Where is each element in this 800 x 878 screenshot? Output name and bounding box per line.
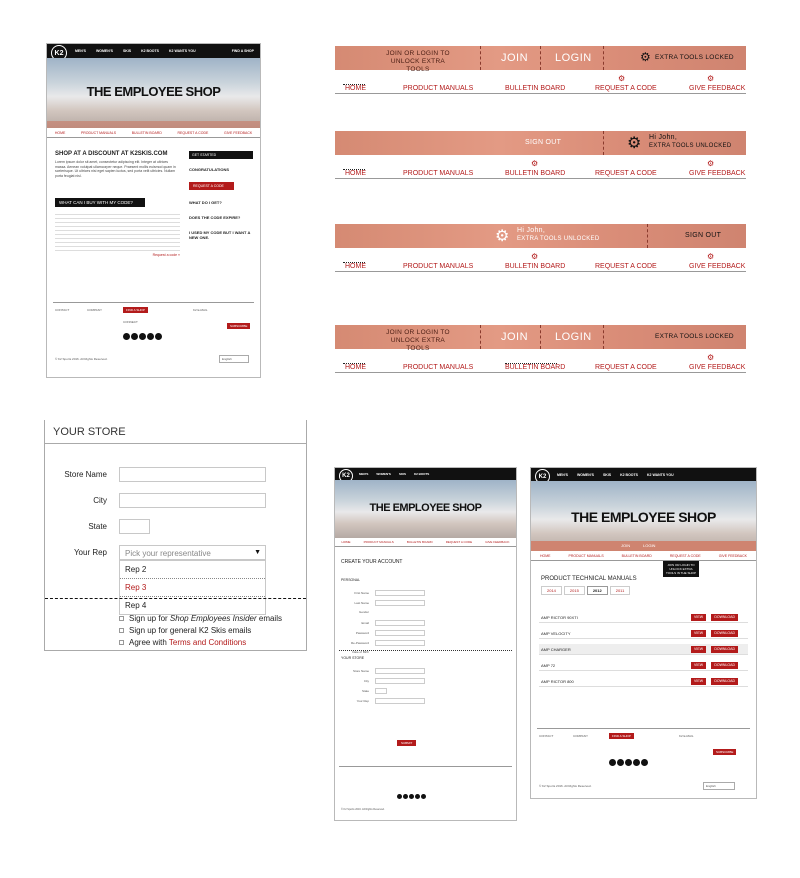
tab-year[interactable]: 2014 bbox=[541, 586, 562, 595]
top-navigation bbox=[531, 468, 756, 481]
form-row[interactable] bbox=[341, 600, 511, 610]
nav-mens[interactable]: MEN'S bbox=[557, 472, 568, 477]
check3-pre: Agree with bbox=[129, 638, 169, 647]
shop-homepage-mockup bbox=[46, 43, 261, 378]
product-name: AMP 72 bbox=[541, 663, 556, 668]
year-tabs bbox=[541, 586, 630, 595]
check1-post: emails bbox=[256, 614, 282, 623]
submit-button[interactable]: SUBMIT bbox=[397, 740, 416, 746]
input-field[interactable] bbox=[375, 600, 425, 606]
youtube-icon[interactable] bbox=[147, 333, 154, 340]
facebook-icon[interactable] bbox=[123, 333, 130, 340]
field-label: Gender bbox=[358, 610, 369, 614]
account-title: CREATE YOUR ACCOUNT bbox=[341, 559, 403, 565]
gear-icon: ⚙ bbox=[707, 252, 715, 261]
login-bar-locked-2 bbox=[335, 325, 746, 352]
login-button[interactable]: LOGIN bbox=[643, 543, 656, 548]
vimeo-icon[interactable] bbox=[155, 333, 162, 340]
check2-label: Sign up for general K2 Skis emails bbox=[129, 626, 252, 635]
nav-request-code[interactable]: REQUEST A CODE bbox=[595, 364, 657, 371]
subnav-feedback[interactable]: GIVE FEEDBACK bbox=[485, 540, 510, 544]
instagram-icon[interactable] bbox=[409, 794, 414, 799]
rep-label: Your Rep bbox=[73, 548, 107, 557]
hero-title: THE EMPLOYEE SHOP bbox=[369, 502, 482, 514]
nav-mens[interactable]: MEN'S bbox=[359, 472, 369, 476]
subnav-home[interactable]: HOME bbox=[54, 130, 66, 135]
nav-bulletin-board[interactable]: BULLETIN BOARD bbox=[505, 364, 566, 371]
discount-heading: SHOP AT A DISCOUNT AT K2SKIS.COM bbox=[55, 151, 168, 157]
nav-product-manuals[interactable]: PRODUCT MANUALS bbox=[403, 263, 474, 270]
login-bar-unlocked-signout-left bbox=[335, 131, 746, 155]
copyright-text: © K2 Sports 2016. All Rights Reserved. bbox=[341, 808, 385, 811]
tab-year[interactable]: 2015 bbox=[564, 586, 585, 595]
rep-option[interactable]: Rep 4 bbox=[125, 601, 147, 610]
get-started-bar bbox=[189, 151, 253, 159]
nav-wants-you[interactable]: K2 WANTS YOU bbox=[647, 472, 674, 477]
nav-home[interactable]: HOME bbox=[345, 170, 366, 177]
subnav-feedback[interactable]: GIVE FEEDBACK bbox=[223, 130, 253, 135]
nav-womens[interactable]: WOMEN'S bbox=[376, 472, 391, 476]
store-title: YOUR STORE bbox=[53, 426, 126, 438]
hero-title: THE EMPLOYEE SHOP bbox=[86, 84, 221, 99]
twitter-icon[interactable] bbox=[617, 759, 624, 766]
gear-icon: ⚙ bbox=[640, 50, 651, 64]
copyright-text: © K2 Sports 2016. All Rights Reserved. bbox=[539, 784, 592, 788]
nav-give-feedback[interactable]: GIVE FEEDBACK bbox=[689, 364, 746, 371]
field-label: Re-Password bbox=[350, 640, 369, 645]
email-heading: K2 E-MAIL bbox=[193, 308, 208, 312]
rep-options bbox=[119, 560, 266, 615]
store-fields bbox=[341, 668, 511, 708]
gear-icon: ⚙ bbox=[531, 252, 539, 261]
sign-out-button[interactable]: SIGN OUT bbox=[685, 232, 722, 239]
tools-status: EXTRA TOOLS UNLOCKED bbox=[517, 235, 600, 242]
what-can-buy-label: WHAT CAN I BUY WITH MY CODE? bbox=[59, 200, 133, 206]
subnav-manuals[interactable]: PRODUCT MANUALS bbox=[568, 553, 604, 558]
nav-give-feedback[interactable]: GIVE FEEDBACK bbox=[689, 170, 746, 177]
footer-contact: CONTACT bbox=[539, 734, 554, 738]
download-button[interactable]: DOWNLOAD bbox=[711, 614, 738, 621]
subnav-home[interactable]: HOME bbox=[341, 540, 351, 544]
product-row bbox=[539, 644, 748, 655]
hero-banner bbox=[531, 481, 756, 551]
subscribe-button[interactable]: SUBSCRIBE bbox=[713, 749, 736, 755]
product-row bbox=[539, 676, 748, 687]
join-button[interactable]: JOIN bbox=[501, 331, 529, 343]
checkbox[interactable] bbox=[119, 616, 124, 621]
check1-pre: Sign up for bbox=[129, 614, 170, 623]
gear-icon: ⚙ bbox=[627, 135, 642, 152]
form-row[interactable] bbox=[341, 610, 511, 620]
form-row[interactable] bbox=[341, 620, 511, 630]
nav-request-code[interactable]: REQUEST A CODE bbox=[595, 85, 657, 92]
view-button[interactable]: VIEW bbox=[691, 630, 706, 637]
nav-boots[interactable]: K2 BOOTS bbox=[413, 472, 430, 476]
join-button[interactable]: JOIN bbox=[501, 52, 529, 64]
greeting bbox=[517, 227, 607, 242]
k2-logo[interactable]: K2 bbox=[535, 469, 550, 484]
field-label: Email bbox=[361, 620, 369, 625]
subnav-home[interactable]: HOME bbox=[540, 553, 551, 558]
vimeo-icon[interactable] bbox=[421, 794, 426, 799]
checkbox[interactable] bbox=[119, 628, 124, 633]
join-tagline bbox=[383, 329, 453, 352]
product-row bbox=[539, 628, 748, 639]
state-field[interactable] bbox=[119, 519, 150, 534]
rep-select[interactable] bbox=[375, 698, 425, 704]
nav-wants-you[interactable]: K2 WANTS YOU bbox=[169, 49, 196, 53]
terms-checkbox-row[interactable] bbox=[119, 638, 246, 647]
subnav-bulletin[interactable]: BULLETIN BOARD bbox=[621, 553, 652, 558]
nav-mens[interactable]: MEN'S bbox=[75, 49, 86, 53]
store-section: YOUR STORE bbox=[341, 656, 365, 660]
subnav-request[interactable]: REQUEST A CODE bbox=[445, 540, 473, 544]
sub-navigation bbox=[47, 128, 260, 138]
greeting bbox=[649, 134, 739, 149]
form-row[interactable] bbox=[341, 668, 511, 678]
form-row[interactable] bbox=[341, 650, 511, 660]
youtube-icon[interactable] bbox=[415, 794, 420, 799]
field-label: Password bbox=[355, 630, 369, 635]
language-select[interactable]: English bbox=[219, 355, 249, 363]
what-can-buy-heading bbox=[55, 198, 145, 207]
download-button[interactable]: DOWNLOAD bbox=[711, 646, 738, 653]
field-label: Your Rep bbox=[356, 698, 369, 703]
terms-link[interactable]: Terms and Conditions bbox=[168, 638, 247, 647]
find-a-shop-button[interactable]: FIND A SHOP bbox=[609, 733, 634, 739]
tab-year-active[interactable]: 2012 bbox=[587, 586, 608, 595]
field-label: Store Name bbox=[352, 668, 369, 673]
product-row bbox=[539, 660, 748, 671]
product-row bbox=[539, 612, 748, 623]
rep-option-selected[interactable]: Rep 3 bbox=[120, 579, 265, 597]
gear-icon: ⚙ bbox=[707, 353, 715, 362]
login-button[interactable]: LOGIN bbox=[555, 331, 592, 343]
manuals-title: PRODUCT TECHNICAL MANUALS bbox=[541, 576, 637, 582]
view-button[interactable]: VIEW bbox=[691, 614, 706, 621]
hero-banner bbox=[335, 480, 516, 538]
get-started-label: GET STARTED bbox=[192, 153, 217, 157]
view-button[interactable]: VIEW bbox=[691, 646, 706, 653]
instagram-icon[interactable] bbox=[625, 759, 632, 766]
sub-navigation bbox=[531, 551, 756, 561]
nav-row-2 bbox=[335, 159, 746, 179]
join-tagline-text: JOIN OR LOGIN TO UNLOCK EXTRA TOOLS bbox=[386, 50, 450, 73]
language-select[interactable]: English bbox=[703, 782, 735, 790]
input-field[interactable] bbox=[375, 630, 425, 636]
field-label: City bbox=[363, 678, 369, 683]
form-row[interactable] bbox=[341, 678, 511, 688]
product-name: AMP VELOCITY bbox=[541, 631, 571, 636]
product-name: AMP RICTOR 800 bbox=[541, 679, 574, 684]
youtube-icon[interactable] bbox=[633, 759, 640, 766]
locked-tooltip: JOIN OR LOGIN TO UNLOCK EXTRA TOOLS IN THE SHOP bbox=[663, 561, 699, 577]
nav-home[interactable]: HOME bbox=[345, 263, 366, 270]
checkbox[interactable] bbox=[119, 640, 124, 645]
greeting-name: Hi John, bbox=[649, 134, 678, 141]
input-field[interactable] bbox=[375, 688, 387, 694]
form-row[interactable] bbox=[341, 698, 511, 708]
download-button[interactable]: DOWNLOAD bbox=[711, 630, 738, 637]
gear-icon: ⚙ bbox=[495, 228, 510, 245]
hero-banner bbox=[47, 58, 260, 128]
subnav-manuals[interactable]: PRODUCT MANUALS bbox=[363, 540, 394, 544]
email-heading: K2 E-MAIL bbox=[679, 734, 694, 738]
facebook-icon[interactable] bbox=[397, 794, 402, 799]
form-row[interactable] bbox=[341, 640, 511, 650]
view-button[interactable]: VIEW bbox=[691, 662, 706, 669]
nav-bulletin-board[interactable]: BULLETIN BOARD bbox=[505, 85, 566, 92]
nav-skis[interactable]: SKIS bbox=[122, 49, 132, 53]
find-shop-link[interactable]: FIND A SHOP bbox=[231, 49, 254, 53]
product-name: AMP RICTOR 90XTI bbox=[541, 615, 578, 620]
nav-skis[interactable]: SKIS bbox=[602, 472, 612, 477]
nav-request-code[interactable]: REQUEST A CODE bbox=[595, 170, 657, 177]
rep-select[interactable] bbox=[119, 545, 266, 560]
twitter-icon[interactable] bbox=[403, 794, 408, 799]
subnav-request[interactable]: REQUEST A CODE bbox=[669, 553, 701, 558]
what-can-buy-text bbox=[55, 211, 180, 251]
nav-home[interactable]: HOME bbox=[345, 364, 366, 371]
tools-status: EXTRA TOOLS LOCKED bbox=[655, 54, 734, 61]
nav-boots[interactable]: K2 BOOTS bbox=[141, 49, 160, 53]
instagram-icon[interactable] bbox=[139, 333, 146, 340]
city-field[interactable] bbox=[119, 493, 266, 508]
k2-logo[interactable]: K2 bbox=[51, 45, 67, 61]
download-button[interactable]: DOWNLOAD bbox=[711, 678, 738, 685]
gear-icon: ⚙ bbox=[531, 159, 539, 168]
tools-status: EXTRA TOOLS UNLOCKED bbox=[649, 142, 732, 149]
field-label: Date of Birth bbox=[352, 650, 369, 654]
connect-label: CONNECT bbox=[123, 320, 138, 324]
input-field[interactable] bbox=[375, 620, 425, 626]
what-do-i-get-heading: WHAT DO I GET? bbox=[189, 200, 222, 205]
nav-womens[interactable]: WOMEN'S bbox=[95, 49, 113, 53]
input-field[interactable] bbox=[375, 678, 425, 684]
nav-product-manuals[interactable]: PRODUCT MANUALS bbox=[403, 364, 474, 371]
field-label: First Name bbox=[354, 590, 369, 595]
twitter-icon[interactable] bbox=[131, 333, 138, 340]
gear-icon: ⚙ bbox=[707, 159, 715, 168]
login-button[interactable]: LOGIN bbox=[555, 52, 592, 64]
vimeo-icon[interactable] bbox=[641, 759, 648, 766]
copyright-text: © K2 Sports 2016. All Rights Reserved. bbox=[55, 357, 108, 361]
field-label: State bbox=[361, 688, 369, 693]
subscribe-button[interactable]: SUBSCRIBE bbox=[227, 323, 250, 329]
code-expire-heading: DOES THE CODE EXPIRE? bbox=[189, 215, 241, 220]
store-name-field[interactable] bbox=[119, 467, 266, 482]
footer-company: COMPANY bbox=[87, 308, 102, 312]
insider-checkbox-row[interactable] bbox=[119, 614, 282, 623]
tab-year[interactable]: 2011 bbox=[610, 586, 631, 595]
your-store-form bbox=[44, 420, 307, 651]
k2-logo[interactable]: K2 bbox=[339, 469, 353, 483]
login-bar-unlocked-signout-right bbox=[335, 224, 746, 248]
login-bar-locked bbox=[335, 46, 746, 73]
check1-em: Shop Employees Insider bbox=[169, 614, 257, 623]
field-label: Last Name bbox=[354, 600, 369, 605]
nav-home[interactable]: HOME bbox=[345, 85, 366, 92]
tools-status: EXTRA TOOLS LOCKED bbox=[655, 333, 734, 340]
input-field[interactable] bbox=[375, 668, 425, 674]
join-tagline bbox=[383, 50, 453, 73]
gear-icon: ⚙ bbox=[618, 74, 626, 83]
form-row[interactable] bbox=[341, 590, 511, 600]
login-strip bbox=[531, 541, 756, 551]
personal-section: PERSONAL bbox=[341, 578, 361, 582]
nav-give-feedback[interactable]: GIVE FEEDBACK bbox=[689, 263, 746, 270]
nav-product-manuals[interactable]: PRODUCT MANUALS bbox=[403, 170, 474, 177]
subnav-request[interactable]: REQUEST A CODE bbox=[177, 130, 209, 135]
nav-bulletin-board[interactable]: BULLETIN BOARD bbox=[505, 170, 566, 177]
sub-navigation bbox=[335, 538, 516, 547]
top-navigation bbox=[47, 44, 260, 58]
subnav-bulletin[interactable]: BULLETIN BOARD bbox=[131, 130, 162, 135]
subnav-feedback[interactable]: GIVE FEEDBACK bbox=[718, 553, 747, 558]
nav-request-code[interactable]: REQUEST A CODE bbox=[595, 263, 657, 270]
facebook-icon[interactable] bbox=[609, 759, 616, 766]
view-button[interactable]: VIEW bbox=[691, 678, 706, 685]
form-row[interactable] bbox=[341, 688, 511, 698]
footer-company: COMPANY bbox=[573, 734, 588, 738]
input-field[interactable] bbox=[375, 590, 425, 596]
chevron-down-icon: ▼ bbox=[254, 549, 261, 556]
sign-out-button[interactable]: SIGN OUT bbox=[525, 139, 562, 146]
top-navigation bbox=[335, 468, 516, 480]
request-code-link[interactable]: Request a code » bbox=[152, 253, 180, 258]
social-icons bbox=[397, 786, 427, 804]
join-tagline-text: JOIN OR LOGIN TO UNLOCK EXTRA TOOLS bbox=[386, 329, 450, 352]
product-name: AMP CHARGER bbox=[541, 647, 571, 652]
nav-row-1 bbox=[335, 74, 746, 94]
general-checkbox-row[interactable] bbox=[119, 626, 251, 635]
nav-bulletin-board[interactable]: BULLETIN BOARD bbox=[505, 263, 566, 270]
subnav-manuals[interactable]: PRODUCT MANUALS bbox=[80, 130, 117, 135]
nav-give-feedback[interactable]: GIVE FEEDBACK bbox=[689, 85, 746, 92]
gear-icon: ⚙ bbox=[707, 74, 715, 83]
social-icons bbox=[123, 327, 163, 345]
state-label: State bbox=[88, 522, 107, 531]
nav-boots[interactable]: K2 BOOTS bbox=[620, 472, 639, 477]
footer-contact: CONTACT bbox=[55, 308, 70, 312]
form-row[interactable] bbox=[341, 630, 511, 640]
request-code-button[interactable]: REQUEST A CODE bbox=[189, 182, 234, 190]
product-manuals-mockup bbox=[530, 467, 757, 799]
greeting-name: Hi John, bbox=[517, 227, 546, 234]
nav-row-3 bbox=[335, 252, 746, 272]
rep-option[interactable]: Rep 2 bbox=[120, 561, 265, 579]
input-field[interactable] bbox=[375, 640, 425, 646]
intro-text: Lorem ipsum dolor sit amet, consectetur adipiscing elit. Integer at ultrices massa. Aenean volutpat ullamcorper neque. Praesent mollis euismod quam in scelerisque. Ut ultrices nisi eget sapien luctus, sed porta velit ultricies. Nullam porta feugiat nisl. bbox=[55, 160, 176, 178]
store-name-label: Store Name bbox=[64, 470, 107, 479]
congrats-heading: CONGRATULATIONS bbox=[189, 167, 230, 172]
city-label: City bbox=[93, 496, 107, 505]
nav-womens[interactable]: WOMEN'S bbox=[576, 472, 594, 477]
rep-placeholder: Pick your representative bbox=[125, 549, 211, 558]
find-a-shop-button[interactable]: FIND A SHOP bbox=[123, 307, 148, 313]
nav-product-manuals[interactable]: PRODUCT MANUALS bbox=[403, 85, 474, 92]
used-code-heading: I USED MY CODE BUT I WANT A NEW ONE. bbox=[189, 230, 251, 240]
social-icons bbox=[609, 753, 649, 771]
subnav-bulletin[interactable]: BULLETIN BOARD bbox=[406, 540, 433, 544]
create-account-mockup bbox=[334, 467, 517, 821]
download-button[interactable]: DOWNLOAD bbox=[711, 662, 738, 669]
nav-skis[interactable]: SKIS bbox=[398, 472, 406, 476]
join-button[interactable]: JOIN bbox=[621, 543, 631, 548]
hero-title: THE EMPLOYEE SHOP bbox=[571, 509, 716, 525]
